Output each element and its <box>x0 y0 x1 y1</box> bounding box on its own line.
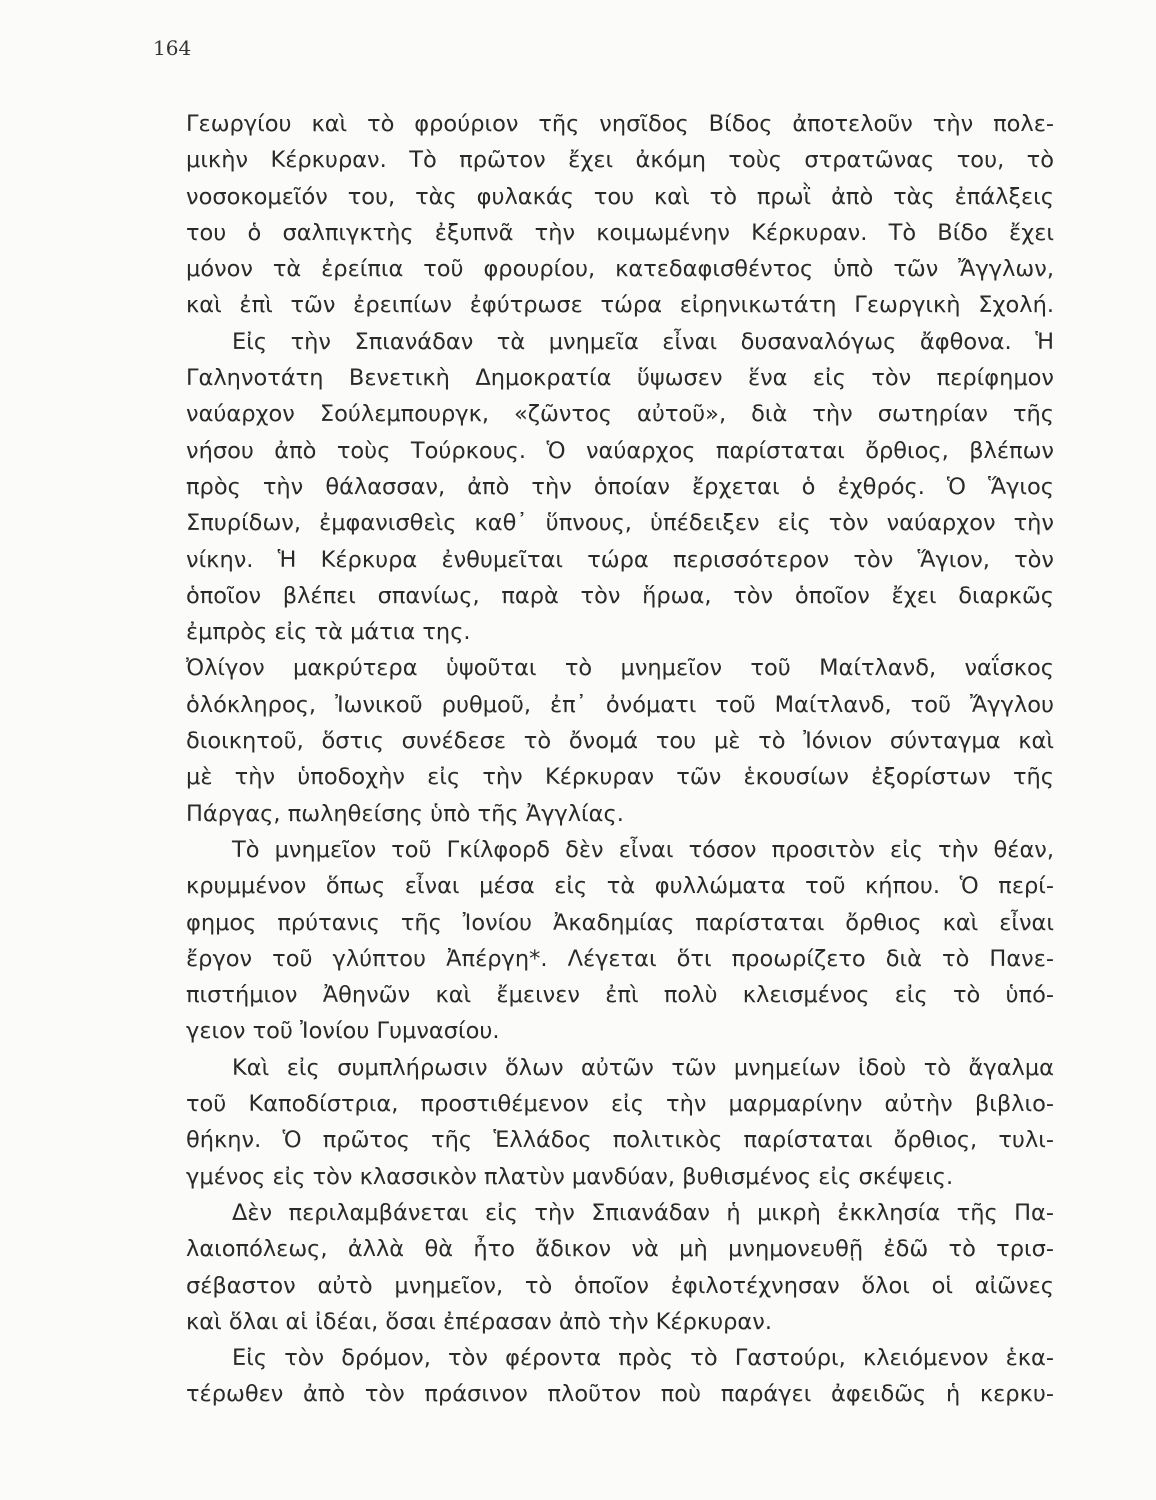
text-line: ναύαρχον Σούλεμπουργκ, «ζῶντος αὐτοῦ», διὰ τὴν σωτηρίαν τῆς <box>186 401 1054 428</box>
text-line: ὁλόκληρος, Ἰωνικοῦ ρυθμοῦ, ἐπ᾽ ὀνόματι τοῦ Μαίτλανδ, τοῦ Ἄγγλου <box>186 691 1054 718</box>
text-line: γμένος εἰς τὸν κλασσικὸν πλατὺν μανδύαν, βυθισμένος εἰς σκέψεις. <box>186 1163 954 1190</box>
text-line: ὁποῖον βλέπει σπανίως, παρὰ τὸν ἥρωα, τὸν ὁποῖον ἔχει διαρκῶς <box>186 582 1054 609</box>
text-line: διοικητοῦ, ὅστις συνέδεσε τὸ ὄνομά του μὲ τὸ Ἰόνιον σύνταγμα καὶ <box>186 728 1054 755</box>
text-line: τέρωθεν ἀπὸ τὸν πράσινον πλοῦτον ποὺ παράγει ἀφειδῶς ἡ κερκυ- <box>186 1381 1054 1408</box>
text-line: Δὲν περιλαμβάνεται εἰς τὴν Σπιανάδαν ἡ μικρὴ ἐκκλησία τῆς Πα- <box>232 1199 1054 1226</box>
text-line: νοσοκομεῖόν του, τὰς φυλακάς του καὶ τὸ πρωῒ ἀπὸ τὰς ἐπάλξεις <box>186 183 1054 210</box>
text-line: Εἰς τὴν Σπιανάδαν τὰ μνημεῖα εἶναι δυσαναλόγως ἄφθονα. Ἡ <box>232 328 1054 355</box>
page-body-text <box>186 106 1054 1413</box>
text-line: θήκην. Ὁ πρῶτος τῆς Ἑλλάδος πολιτικὸς παρίσταται ὄρθιος, τυλι- <box>186 1127 1054 1154</box>
text-line: καὶ ἐπὶ τῶν ἐρειπίων ἐφύτρωσε τώρα εἰρηνικωτάτη Γεωργικὴ Σχολή. <box>186 292 1054 319</box>
text-line: Ὀλίγον μακρύτερα ὑψοῦται τὸ μνημεῖον τοῦ Μαίτλανδ, ναΐσκος <box>186 655 1054 682</box>
text-line: κρυμμένον ὅπως εἶναι μέσα εἰς τὰ φυλλώματα τοῦ κήπου. Ὁ περί- <box>186 873 1054 900</box>
text-line: Γαληνοτάτη Βενετικὴ Δημοκρατία ὕψωσεν ἕνα εἰς τὸν περίφημον <box>186 365 1054 392</box>
text-line: γειον τοῦ Ἰονίου Γυμνασίου. <box>186 1018 500 1045</box>
text-line: Σπυρίδων, ἐμφανισθεὶς καθ᾽ ὕπνους, ὑπέδειξεν εἰς τὸν ναύαρχον τὴν <box>186 510 1054 537</box>
text-line: νήσου ἀπὸ τοὺς Τούρκους. Ὁ ναύαρχος παρίσταται ὄρθιος, βλέπων <box>186 437 1054 464</box>
text-line: Εἰς τὸν δρόμον, τὸν φέροντα πρὸς τὸ Γαστούρι, κλειόμενον ἑκα- <box>232 1345 1054 1372</box>
text-line: του ὁ σαλπιγκτὴς ἐξυπνᾶ τὴν κοιμωμένην Κέρκυραν. Τὸ Βίδο ἔχει <box>186 219 1054 246</box>
text-line: λαιοπόλεως, ἀλλὰ θὰ ἦτο ἄδικον νὰ μὴ μνημονευθῇ ἐδῶ τὸ τρισ- <box>186 1236 1054 1263</box>
text-line: ἐμπρὸς εἰς τὰ μάτια της. <box>186 619 471 646</box>
text-line: Γεωργίου καὶ τὸ φρούριον τῆς νησῖδος Βίδος ἀποτελοῦν τὴν πολε- <box>186 111 1054 137</box>
text-line: Τὸ μνημεῖον τοῦ Γκίλφορδ δὲν εἶναι τόσον προσιτὸν εἰς τὴν θέαν, <box>232 836 1054 863</box>
text-line: νίκην. Ἡ Κέρκυρα ἐνθυμεῖται τώρα περισσότερον τὸν Ἅγιον, τὸν <box>186 546 1054 573</box>
text-line: Καὶ εἰς συμπλήρωσιν ὅλων αὐτῶν τῶν μνημείων ἰδοὺ τὸ ἄγαλμα <box>232 1054 1054 1081</box>
text-line: πιστήμιον Ἀθηνῶν καὶ ἔμεινεν ἐπὶ πολὺ κλεισμένος εἰς τὸ ὑπό- <box>186 982 1054 1009</box>
text-line: μικὴν Κέρκυραν. Τὸ πρῶτον ἔχει ἀκόμη τοὺς στρατῶνας του, τὸ <box>186 147 1054 174</box>
text-line: φημος πρύτανις τῆς Ἰονίου Ἀκαδημίας παρίσταται ὄρθιος καὶ εἶναι <box>186 909 1054 936</box>
page-number: 164 <box>153 36 192 60</box>
text-line: πρὸς τὴν θάλασσαν, ἀπὸ τὴν ὁποίαν ἔρχεται ὁ ἐχθρός. Ὁ Ἅγιος <box>186 473 1054 500</box>
text-line: τοῦ Καποδίστρια, προστιθέμενον εἰς τὴν μαρμαρίνην αὐτὴν βιβλιο- <box>186 1091 1054 1118</box>
text-line: μόνον τὰ ἐρείπια τοῦ φρουρίου, κατεδαφισθέντος ὑπὸ τῶν Ἄγγλων, <box>186 256 1054 283</box>
text-line: Πάργας, πωληθείσης ὑπὸ τῆς Ἀγγλίας. <box>186 800 624 827</box>
text-line: μὲ τὴν ὑποδοχὴν εἰς τὴν Κέρκυραν τῶν ἑκουσίων ἐξορίστων τῆς <box>186 764 1054 791</box>
text-line: καὶ ὅλαι αἱ ἰδέαι, ὅσαι ἐπέρασαν ἀπὸ τὴν Κέρκυραν. <box>186 1308 772 1335</box>
text-line: ἔργον τοῦ γλύπτου Ἀπέργη*. Λέγεται ὅτι προωρίζετο διὰ τὸ Πανε- <box>186 945 1054 972</box>
text-line: σέβαστον αὐτὸ μνημεῖον, τὸ ὁποῖον ἐφιλοτέχνησαν ὅλοι οἱ αἰῶνες <box>186 1272 1054 1299</box>
